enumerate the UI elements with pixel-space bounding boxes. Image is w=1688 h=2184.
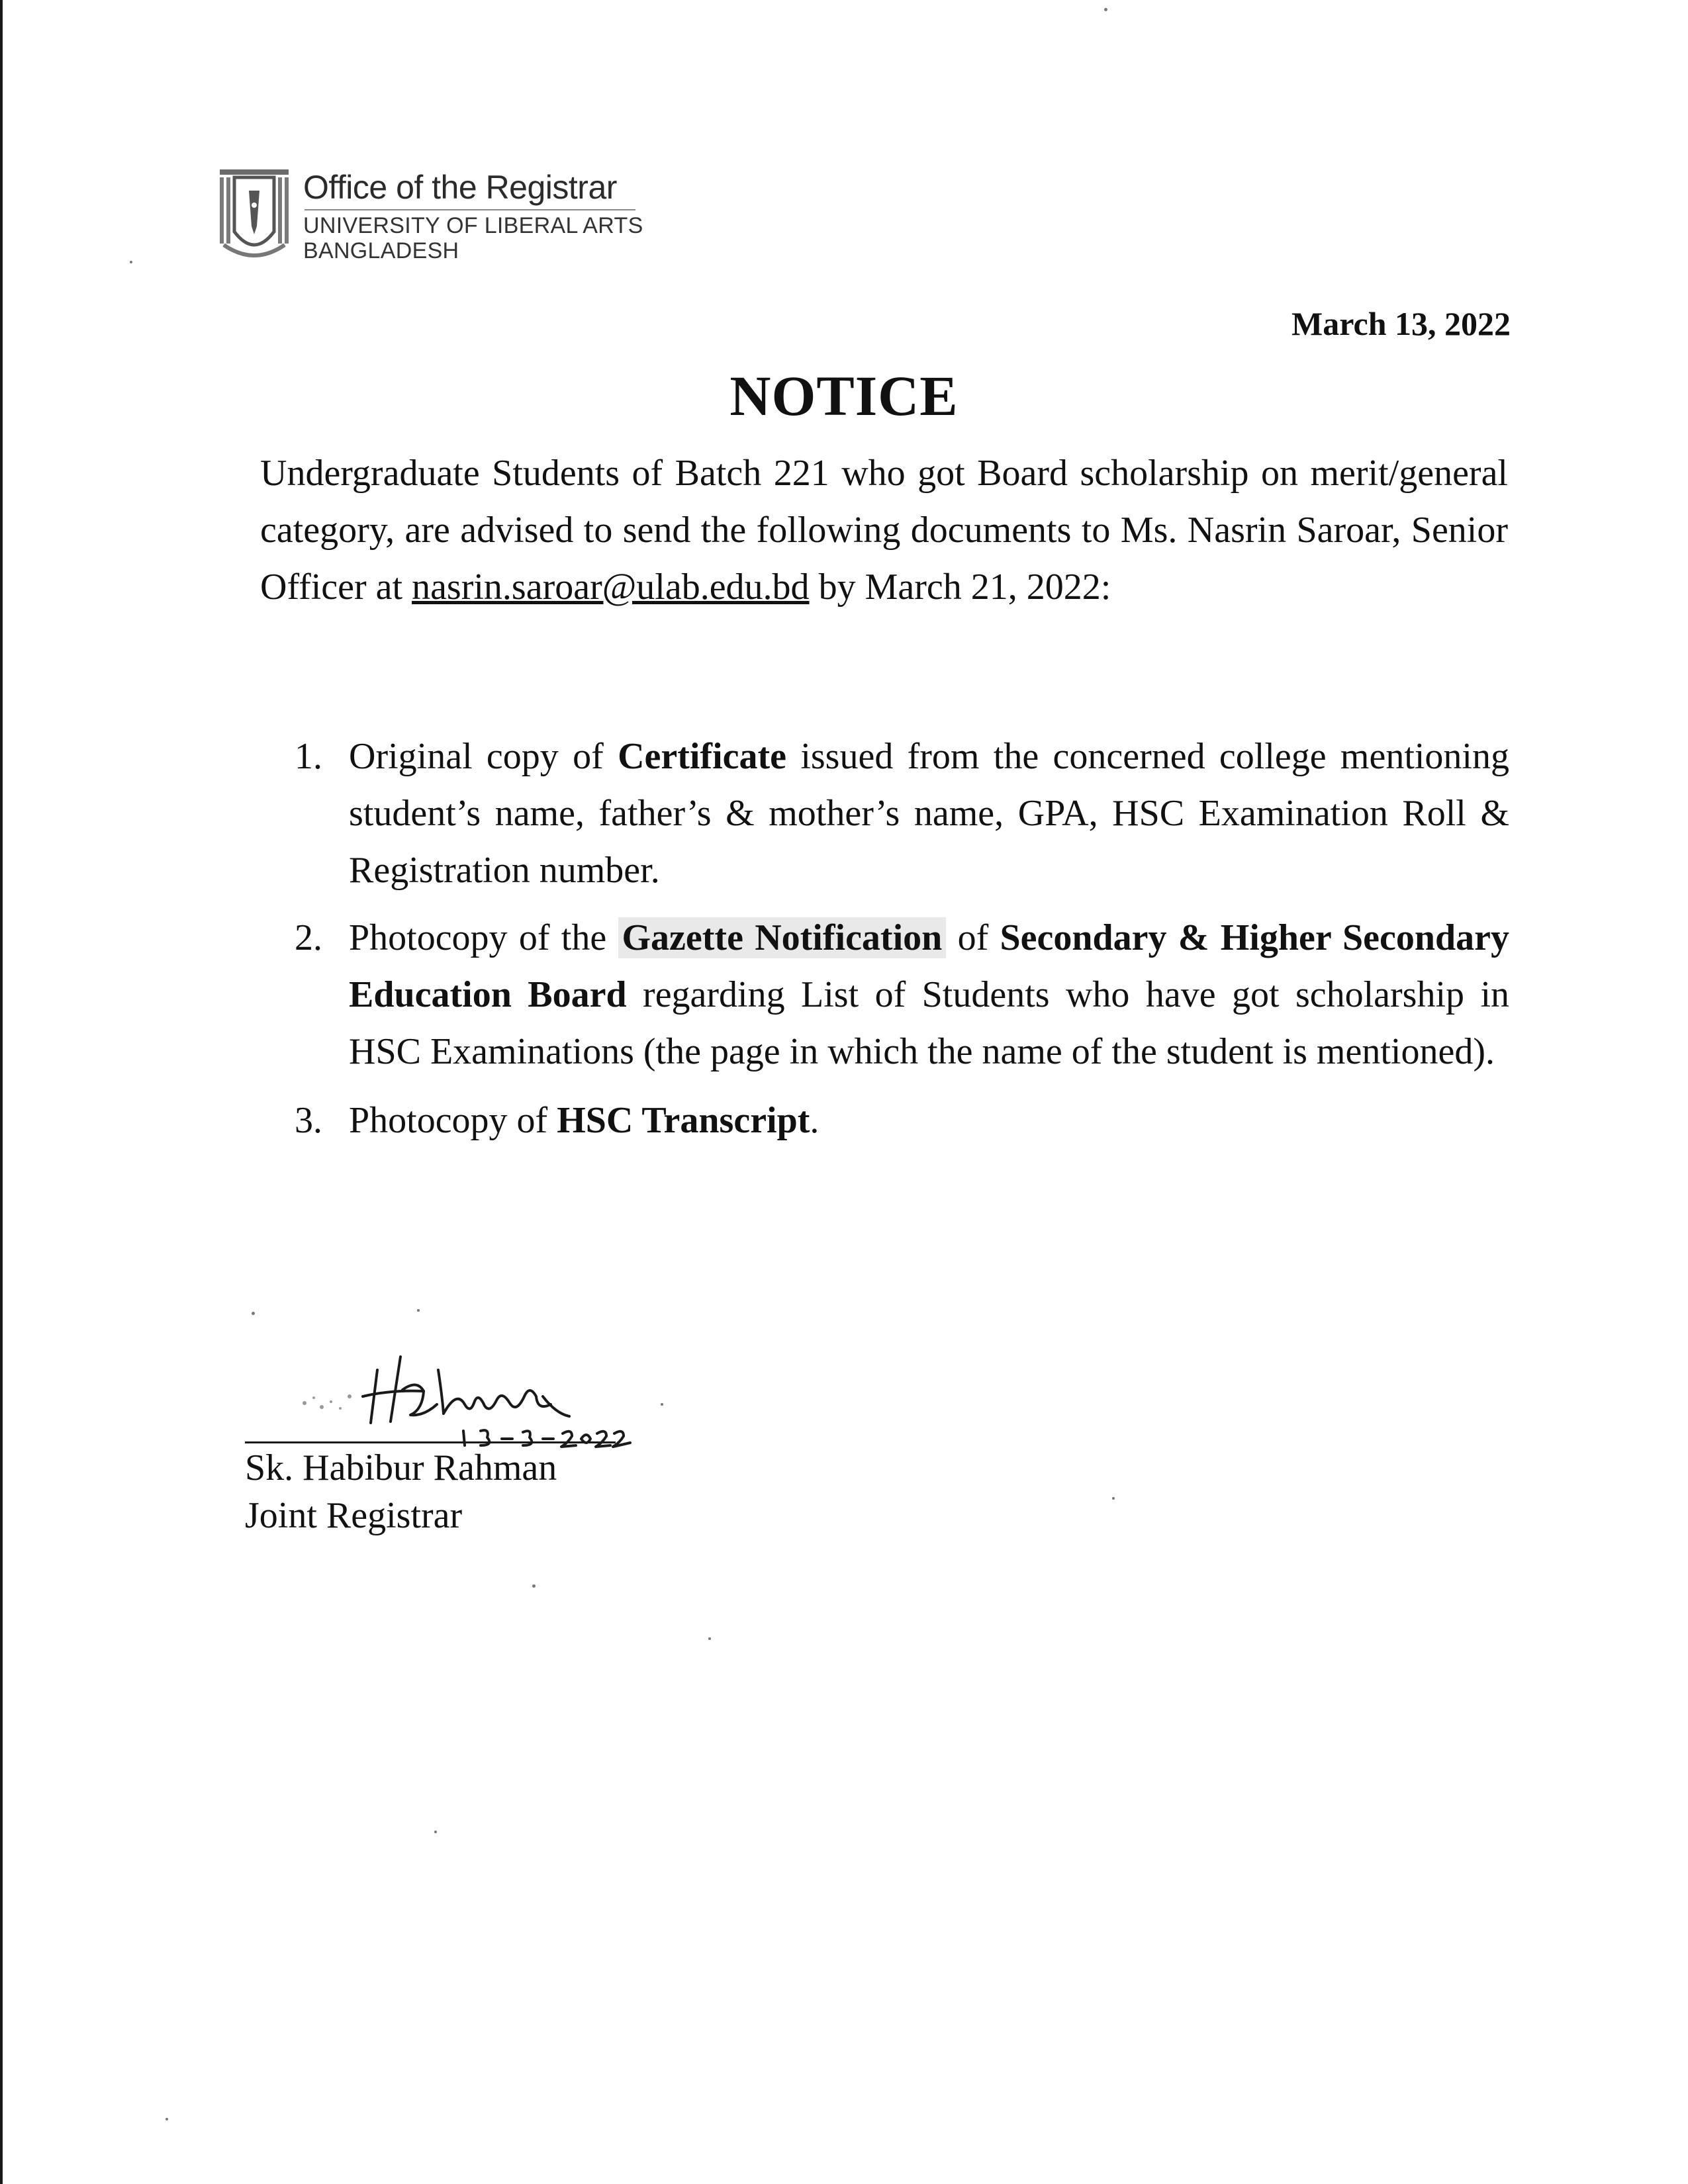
intro-text-end: by March 21, 2022:	[809, 567, 1111, 608]
letterhead-divider	[305, 209, 635, 210]
university-country: BANGLADESH	[303, 238, 459, 263]
scan-speck	[1112, 1497, 1115, 1500]
signatory-name: Sk. Habibur Rahman	[245, 1447, 557, 1488]
list-item-text: .	[810, 1100, 820, 1141]
university-name: UNIVERSITY OF LIBERAL ARTS	[303, 213, 643, 238]
scan-speck	[417, 1309, 420, 1312]
scan-speck	[1104, 8, 1107, 11]
list-item	[295, 728, 1509, 899]
list-item-text: Original copy of	[349, 736, 618, 777]
list-item-text: of	[946, 917, 1000, 958]
list-item-number: 1.	[295, 736, 322, 777]
letterhead	[217, 165, 641, 271]
scan-speck	[661, 1403, 663, 1406]
list-item-text: Photocopy of the	[349, 917, 618, 958]
list-item-text: issued from the concerned college mentioning student’s name, father’s & mother’s name, GPA, HSC Examination Roll & Registration number.	[349, 736, 1509, 891]
scan-speck	[130, 261, 132, 263]
intro-text-start: Undergraduate Students of Batch 221 who got Board scholarship on merit/general category, are advised to send the following documents to Ms. Nasrin Saroar, Senior Officer at	[260, 453, 1508, 608]
list-item-number: 3.	[295, 1100, 322, 1141]
scan-speck	[252, 1312, 255, 1315]
list-item	[295, 1092, 1509, 1149]
scan-speck	[708, 1637, 711, 1640]
list-item-text: regarding List of Students who have got scholarship in HSC Examinations (the page in which the name of the student is mentioned).	[349, 974, 1509, 1072]
list-item-text: Photocopy of	[349, 1100, 557, 1141]
list-item-bold-text: HSC Transcript	[557, 1100, 810, 1141]
list-item-bold-text: Secondary & Higher Secondary Education Board	[349, 917, 1510, 1015]
scan-speck	[532, 1584, 536, 1588]
signatory-designation: Joint Registrar	[245, 1495, 463, 1536]
scan-speck	[434, 1831, 437, 1833]
notice-date: March 13, 2022	[1291, 305, 1511, 342]
list-item	[295, 909, 1509, 1080]
notice-title: NOTICE	[729, 364, 959, 428]
list-item-number: 2.	[295, 917, 322, 958]
handwritten-signature	[291, 1350, 635, 1449]
notice-intro	[260, 445, 1508, 615]
officer-email-link[interactable]: nasrin.saroar@ulab.edu.bd	[412, 567, 810, 608]
scan-speck	[165, 2118, 168, 2120]
signature-line	[245, 1441, 616, 1443]
university-logo-icon	[217, 165, 291, 265]
list-item-bold-text: Gazette Notification	[618, 917, 947, 958]
office-name: Office of the Registrar	[303, 169, 617, 206]
required-documents-list	[295, 728, 1509, 1149]
scan-edge	[0, 0, 3, 2184]
list-item-bold-text: Certificate	[618, 736, 786, 777]
